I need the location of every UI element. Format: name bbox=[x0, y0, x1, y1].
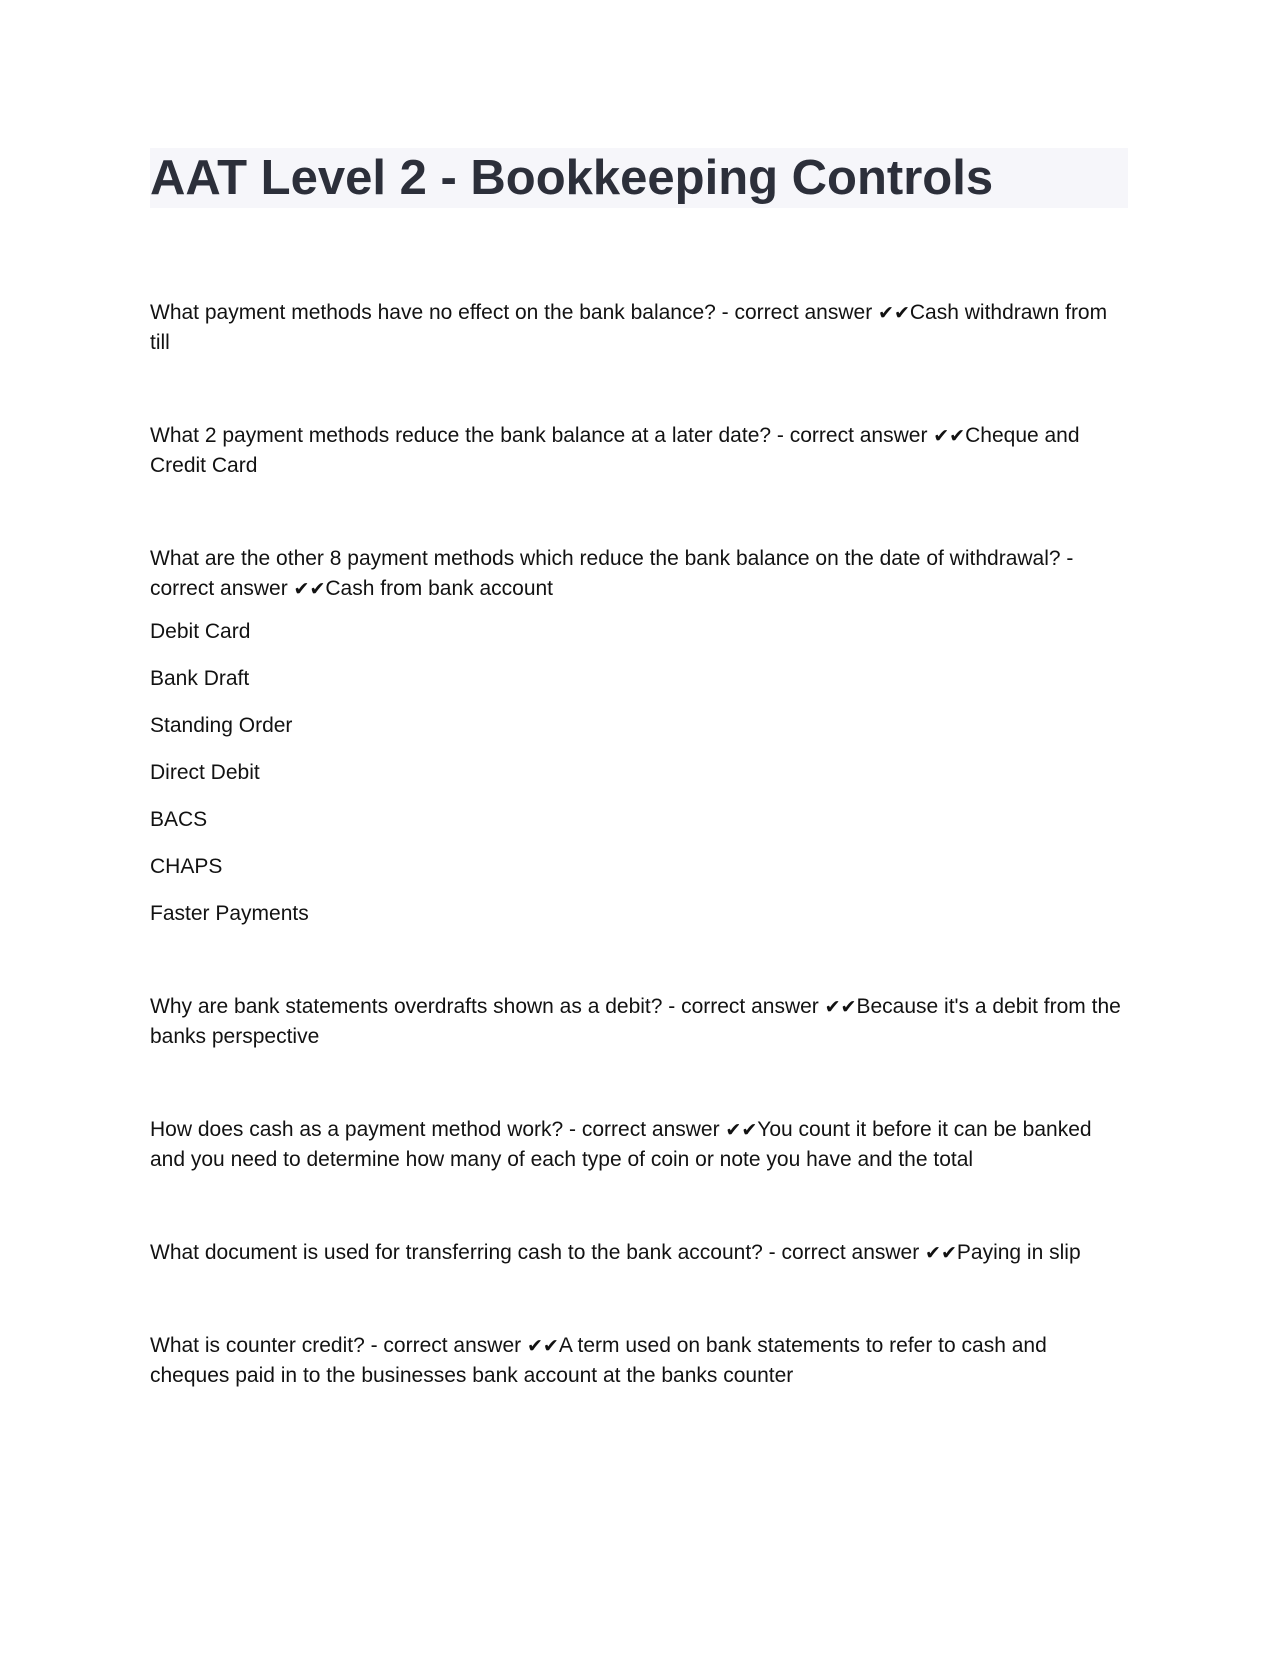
title-band bbox=[150, 148, 1128, 208]
double-check-icon: ✔✔ bbox=[878, 302, 910, 324]
double-check-icon: ✔✔ bbox=[925, 1242, 957, 1264]
qa-item-6 bbox=[150, 1238, 1128, 1268]
question-text: What payment methods have no effect on the bank balance? - correct answer bbox=[150, 301, 879, 324]
answer-text: Because it's a debit from the banks perspective bbox=[150, 995, 1121, 1048]
list-item: Bank Draft bbox=[150, 667, 250, 690]
list-item: CHAPS bbox=[150, 855, 223, 878]
payment-method-list bbox=[150, 617, 1128, 929]
double-check-icon: ✔✔ bbox=[725, 1119, 758, 1141]
double-check-icon: ✔✔ bbox=[824, 996, 857, 1018]
list-item: Direct Debit bbox=[150, 761, 260, 784]
double-check-icon: ✔✔ bbox=[526, 1335, 559, 1357]
question-text: How does cash as a payment method work? - correct answer bbox=[150, 1118, 726, 1141]
qa-item-7 bbox=[150, 1331, 1128, 1391]
answer-text: Cheque and Credit Card bbox=[150, 424, 1080, 477]
answer-text: Paying in slip bbox=[956, 1241, 1081, 1264]
question-text: What is counter credit? - correct answer bbox=[150, 1334, 527, 1357]
question-text: Why are bank statements overdrafts shown as a debit? - correct answer bbox=[150, 995, 825, 1018]
question-text: What document is used for transferring cash to the bank account? - correct answer bbox=[150, 1241, 926, 1264]
question-text: What are the other 8 payment methods which reduce the bank balance on the date of withdrawal? - correct answer bbox=[150, 547, 1074, 600]
double-check-icon: ✔✔ bbox=[293, 578, 326, 600]
page-title: AAT Level 2 - Bookkeeping Controls bbox=[150, 151, 994, 205]
qa-item-1 bbox=[150, 298, 1128, 358]
answer-text: A term used on bank statements to refer to cash and cheques paid in to the businesses bank account at the banks counter bbox=[150, 1334, 1047, 1387]
list-item: Faster Payments bbox=[150, 902, 309, 925]
qa-item-4 bbox=[150, 992, 1128, 1052]
document-page bbox=[150, 148, 1128, 1387]
list-item: Debit Card bbox=[150, 620, 251, 643]
list-item: Standing Order bbox=[150, 714, 293, 737]
qa-list bbox=[150, 298, 1128, 1454]
qa-item-2 bbox=[150, 421, 1128, 481]
qa-item-5 bbox=[150, 1115, 1128, 1175]
qa-item-3 bbox=[150, 544, 1128, 929]
question-text: What 2 payment methods reduce the bank balance at a later date? - correct answer bbox=[150, 424, 934, 447]
answer-text: Cash withdrawn from till bbox=[150, 301, 1108, 354]
double-check-icon: ✔✔ bbox=[933, 425, 966, 447]
answer-text: Cash from bank account bbox=[325, 577, 554, 600]
answer-text: You count it before it can be banked and you need to determine how many of each type of coin or note you have and the total bbox=[150, 1118, 1092, 1171]
list-item: BACS bbox=[150, 808, 208, 831]
